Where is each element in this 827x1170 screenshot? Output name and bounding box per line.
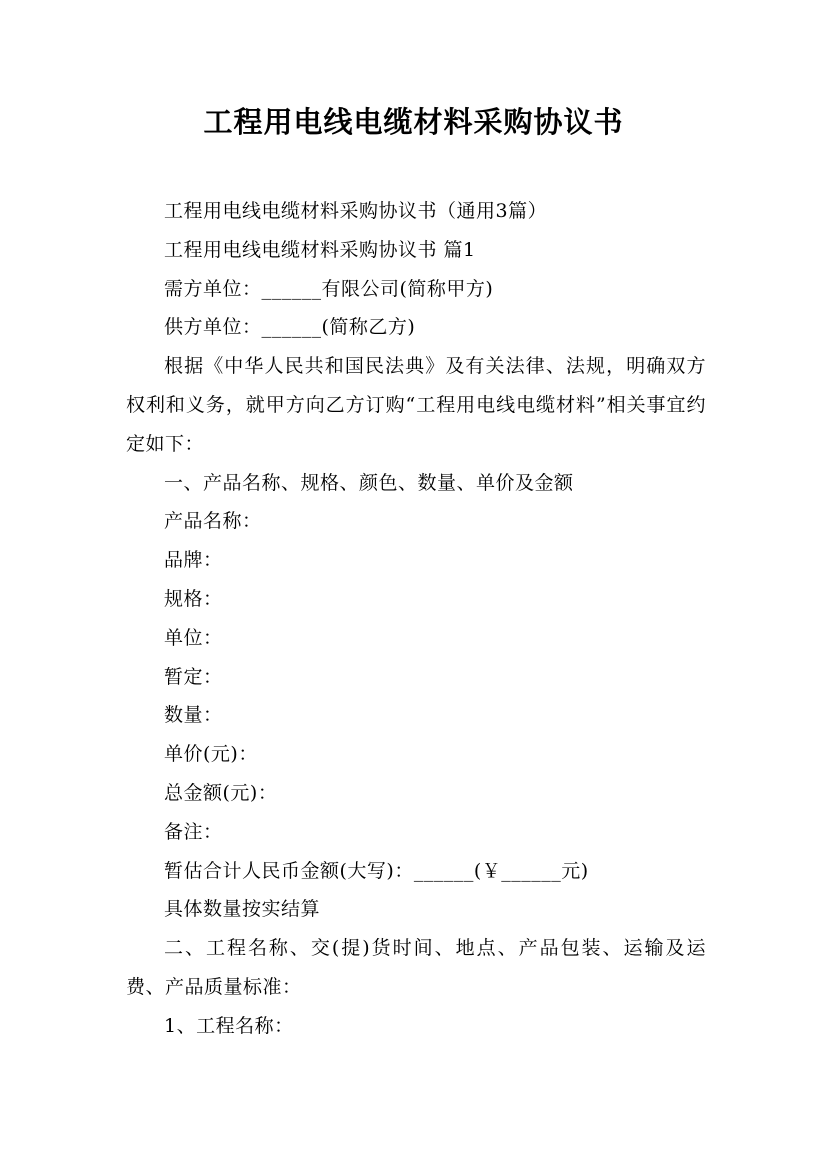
paragraph-remarks: 备注： <box>164 820 223 843</box>
paragraph-preamble: 根据《中华人民共和国民法典》及有关法律、法规，明确双方权利和义务，就甲方向乙方订购“工程用电线电缆材料”相关事宜约定如下： <box>126 355 706 455</box>
paragraph-product-name: 产品名称： <box>164 510 262 533</box>
paragraph-section-one: 一、产品名称、规格、颜色、数量、单价及金额 <box>164 471 574 494</box>
paragraph-quantity: 数量： <box>164 704 223 727</box>
document-body <box>126 192 706 1046</box>
paragraph-provisional: 暂定： <box>164 665 223 688</box>
paragraph-brand: 品牌： <box>164 549 223 572</box>
document-title: 工程用电线电缆材料采购协议书 <box>203 105 624 139</box>
paragraph-section-two: 二、工程名称、交(提)货时间、地点、产品包装、运输及运费、产品质量标准： <box>126 937 706 998</box>
paragraph-unit-price: 单价(元)： <box>164 743 258 766</box>
paragraph-part-heading: 工程用电线电缆材料采购协议书 篇1 <box>164 238 476 261</box>
paragraph-supplier: 供方单位：______(简称乙方) <box>164 316 416 339</box>
paragraph-buyer: 需方单位：______有限公司(简称甲方) <box>164 277 494 300</box>
paragraph-spec: 规格： <box>164 587 223 610</box>
paragraph-total-amount: 总金额(元)： <box>164 781 278 804</box>
paragraph-settlement: 具体数量按实结算 <box>164 898 321 921</box>
paragraph-estimated-total: 暂估合计人民币金额(大写)：______(￥______元) <box>164 859 589 882</box>
paragraph-subtitle: 工程用电线电缆材料采购协议书（通用3篇） <box>164 200 548 222</box>
paragraph-unit: 单位： <box>164 626 223 649</box>
paragraph-project-name: 1、工程名称： <box>164 1014 294 1037</box>
